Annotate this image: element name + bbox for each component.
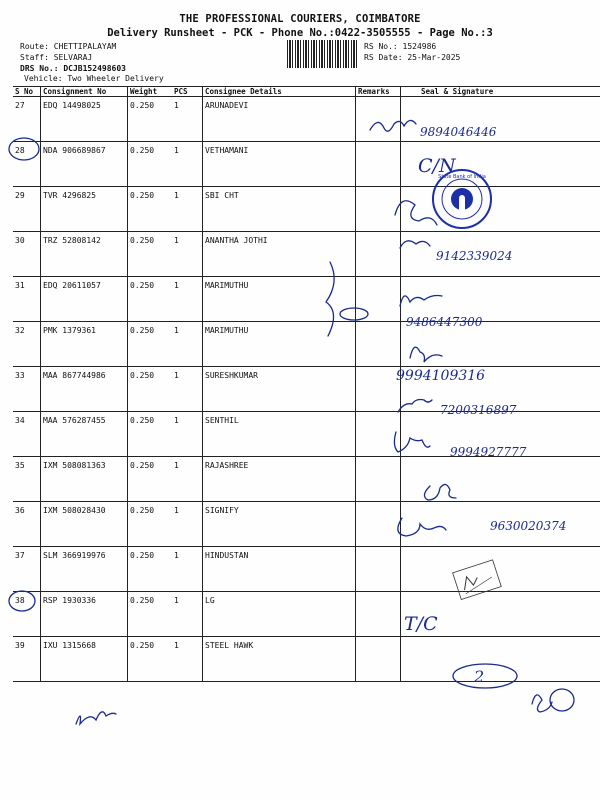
sno-cell: 31 [13,277,41,322]
pcs-cell: 1 [172,547,203,592]
weight-cell: 0.250 [128,547,173,592]
company-title: THE PROFESSIONAL COURIERS, COIMBATORE [179,13,421,25]
consignee-cell: ANANTHA JOTHI [203,232,356,277]
phone-33: 9994109316 [396,368,486,384]
sno-cell: 27 [13,97,41,142]
rs-date: RS Date: 25-Mar-2025 [364,53,461,62]
weight-cell: 0.250 [128,367,173,412]
pcs-cell: 1 [172,457,203,502]
seal-cell [401,637,600,682]
seal-cell [401,322,600,367]
weight-cell: 0.250 [128,232,173,277]
initials-mark [532,695,552,712]
consignment-cell: EDQ 20611057 [41,277,128,322]
phone-27: 9894046446 [420,125,497,139]
col-consignment: Consignment No [41,87,128,97]
col-consignee: Consignee Details [203,87,356,97]
consignee-cell: HINDUSTAN [203,547,356,592]
seal-cell [401,187,600,232]
cn-note: C/N [418,155,456,177]
remarks-cell [356,457,401,502]
seal-cell [401,232,600,277]
table-row [13,637,600,682]
remarks-cell [356,232,401,277]
consignment-cell: TVR 4296825 [41,187,128,232]
consignment-cell: RSP 1930336 [41,592,128,637]
seal-cell [401,142,600,187]
pcs-cell: 1 [172,637,203,682]
remarks-cell [356,322,401,367]
pcs-cell: 1 [172,142,203,187]
remarks-cell [356,592,401,637]
vehicle-label: Vehicle: Two Wheeler Delivery [24,74,164,83]
seal-cell [401,412,600,457]
pcs-cell: 1 [172,277,203,322]
consignment-cell: SLM 366919976 [41,547,128,592]
consignment-cell: TRZ 52808142 [41,232,128,277]
sno-cell: 32 [13,322,41,367]
weight-cell: 0.250 [128,322,173,367]
remarks-cell [356,97,401,142]
weight-cell: 0.250 [128,502,173,547]
sno-cell: 37 [13,547,41,592]
sno-cell: 39 [13,637,41,682]
remarks-cell [356,187,401,232]
table-row [13,232,600,277]
phone-30: 9142339024 [436,249,513,263]
count-mark: 2 [474,667,485,686]
table-row [13,277,600,322]
seal-cell [401,367,600,412]
table-row [13,367,600,412]
col-pcs: PCS [172,87,203,97]
runsheet-subtitle: Delivery Runsheet - PCK - Phone No.:0422-3505555 - Page No.:3 [107,27,493,39]
stamp-text: State Bank of India [438,174,486,180]
consignee-cell: ARUNADEVI [203,97,356,142]
table-row [13,502,600,547]
remarks-cell [356,367,401,412]
consignee-cell: SIGNIFY [203,502,356,547]
table-row [13,142,600,187]
table-row [13,97,600,142]
consignee-cell: STEEL HAWK [203,637,356,682]
weight-cell: 0.250 [128,277,173,322]
sno-cell: 29 [13,187,41,232]
pcs-cell: 1 [172,187,203,232]
table-header-row [13,87,600,97]
consignment-cell: PMK 1379361 [41,322,128,367]
remarks-cell [356,142,401,187]
weight-cell: 0.250 [128,142,173,187]
consignment-cell: IXU 1315668 [41,637,128,682]
seal-cell [401,457,600,502]
pcs-cell: 1 [172,322,203,367]
remarks-cell [356,637,401,682]
seal-cell [401,547,600,592]
pcs-cell: 1 [172,502,203,547]
remarks-cell [356,502,401,547]
col-weight: Weight [128,87,173,97]
table-row [13,412,600,457]
barcode-icon [287,40,359,68]
col-sno: S No [13,87,41,97]
consignee-cell: SBI CHT [203,187,356,232]
remarks-cell [356,412,401,457]
consignment-cell: EDQ 14498025 [41,97,128,142]
phone-34: 7200316897 [440,403,517,417]
drs-label: DRS No.: DCJB152498603 [20,64,126,73]
staff-label: Staff: SELVARAJ [20,53,93,62]
pcs-cell: 1 [172,592,203,637]
consignment-cell: NDA 906689867 [41,142,128,187]
col-seal: Seal & Signature [401,87,600,97]
table-row [13,322,600,367]
col-remarks: Remarks [356,87,401,97]
phone-37: 9630020374 [490,519,567,533]
consignee-cell: LG [203,592,356,637]
weight-cell: 0.250 [128,97,173,142]
bottom-signature [76,712,116,724]
seal-cell [401,502,600,547]
sno-cell: 35 [13,457,41,502]
consignee-cell: RAJASHREE [203,457,356,502]
rs-number: RS No.: 1524986 [364,42,437,51]
seal-cell [401,97,600,142]
consignment-cell: IXM 508081363 [41,457,128,502]
route-label: Route: CHETTIPALAYAM [20,42,117,51]
sno-cell: 28 [13,142,41,187]
seal-cell [401,592,600,637]
weight-cell: 0.250 [128,187,173,232]
table-row [13,187,600,232]
phone-32: 9486447300 [406,315,483,329]
sno-cell: 36 [13,502,41,547]
pcs-cell: 1 [172,367,203,412]
weight-cell: 0.250 [128,592,173,637]
tc-note: T/C [404,613,438,635]
consignee-cell: SURESHKUMAR [203,367,356,412]
consignment-cell: MAA 867744986 [41,367,128,412]
sno-cell: 34 [13,412,41,457]
pcs-cell: 1 [172,412,203,457]
weight-cell: 0.250 [128,457,173,502]
table-row [13,592,600,637]
consignee-cell: SENTHIL [203,412,356,457]
pcs-cell: 1 [172,97,203,142]
consignment-cell: IXM 508028430 [41,502,128,547]
consignment-cell: MAA 576287455 [41,412,128,457]
runsheet-table [13,86,600,682]
table-row [13,457,600,502]
sno-cell: 30 [13,232,41,277]
sno-cell: 33 [13,367,41,412]
weight-cell: 0.250 [128,412,173,457]
phone-35: 9994927777 [450,445,527,459]
consignee-cell: MARIMUTHU [203,322,356,367]
initials-circle [550,689,574,711]
remarks-cell [356,547,401,592]
seal-cell [401,277,600,322]
table-row [13,547,600,592]
remarks-cell [356,277,401,322]
consignee-cell: MARIMUTHU [203,277,356,322]
weight-cell: 0.250 [128,637,173,682]
sno-cell: 38 [13,592,41,637]
pcs-cell: 1 [172,232,203,277]
consignee-cell: VETHAMANI [203,142,356,187]
